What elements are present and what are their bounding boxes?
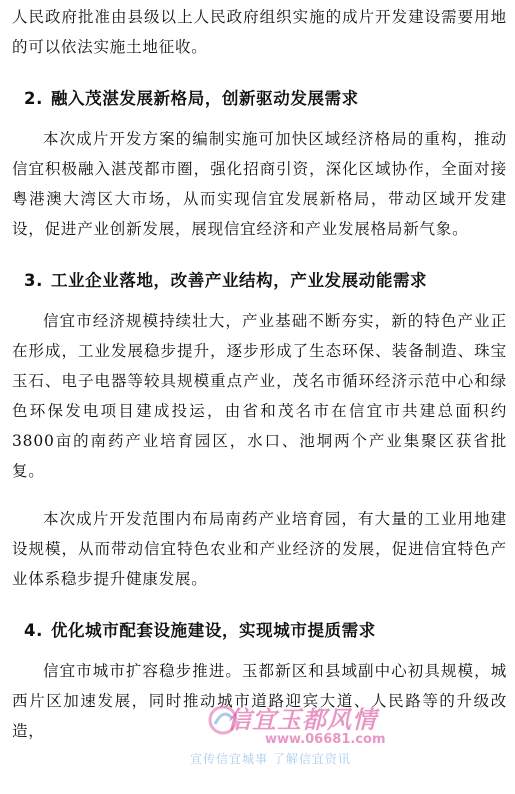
heading-text: 工业企业落地，改善产业结构，产业发展动能需求	[50, 271, 428, 290]
heading-number: 4.	[24, 621, 43, 640]
heading-text: 融入茂湛发展新格局，创新驱动发展需求	[50, 89, 359, 108]
watermark-title: 信宜玉都风情	[227, 706, 377, 734]
spacer	[12, 646, 507, 656]
paragraph-land-acquisition: 人民政府批准由县级以上人民政府组织实施的成片开发建设需要用地的可以依法实施土地征收。	[12, 8, 507, 56]
watermark-slogan: 宣传信宜城事 了解信宜资讯	[190, 752, 351, 766]
spacer	[12, 594, 507, 616]
paragraph-industrial-park: 本次成片开发范围内布局南药产业培育园，有大量的工业用地建设规模，从而带动信宜特色农业和产业经济的发展，促进信宜特色产业体系稳步提升健康发展。	[12, 510, 507, 588]
paragraph-urban-expansion: 信宜市城市扩容稳步推进。玉都新区和县域副中心初具规模，城西片区加速发展，同时推动城市道路迎宾大道、人民路等的升级改造，	[12, 662, 507, 740]
heading-text: 优化城市配套设施建设，实现城市提质需求	[50, 621, 376, 640]
section-heading-4	[12, 616, 507, 646]
section-heading-3	[12, 266, 507, 296]
watermark-url: www.06681.com	[265, 732, 386, 747]
paragraph-economic-scale: 信宜市经济规模持续壮大，产业基础不断夯实，新的特色产业正在形成，工业发展稳步提升，逐步形成了生态环保、装备制造、珠宝玉石、电子电器等较具规模重点产业，茂名市循环经济示范中心和绿色环保发电项目建成投运，由省和茂名市在信宜市共建总面积约3800亩的南药产业培育园区，水口、池垌两个产业集聚区获省批复。	[12, 312, 507, 480]
heading-number: 3.	[24, 271, 43, 290]
paragraph-regional-integration: 本次成片开发方案的编制实施可加快区域经济格局的重构，推动信宜积极融入湛茂都市圈，强化招商引资，深化区域协作，全面对接粤港澳大湾区大市场，从而实现信宜发展新格局，带动区域开发建设，促进产业创新发展，展现信宜经济和产业发展格局新气象。	[12, 130, 507, 238]
spacer	[12, 244, 507, 266]
spacer	[12, 62, 507, 84]
section-heading-2	[12, 84, 507, 114]
spacer	[12, 486, 507, 504]
heading-number: 2.	[24, 89, 43, 108]
spacer	[12, 296, 507, 306]
spacer	[12, 114, 507, 124]
